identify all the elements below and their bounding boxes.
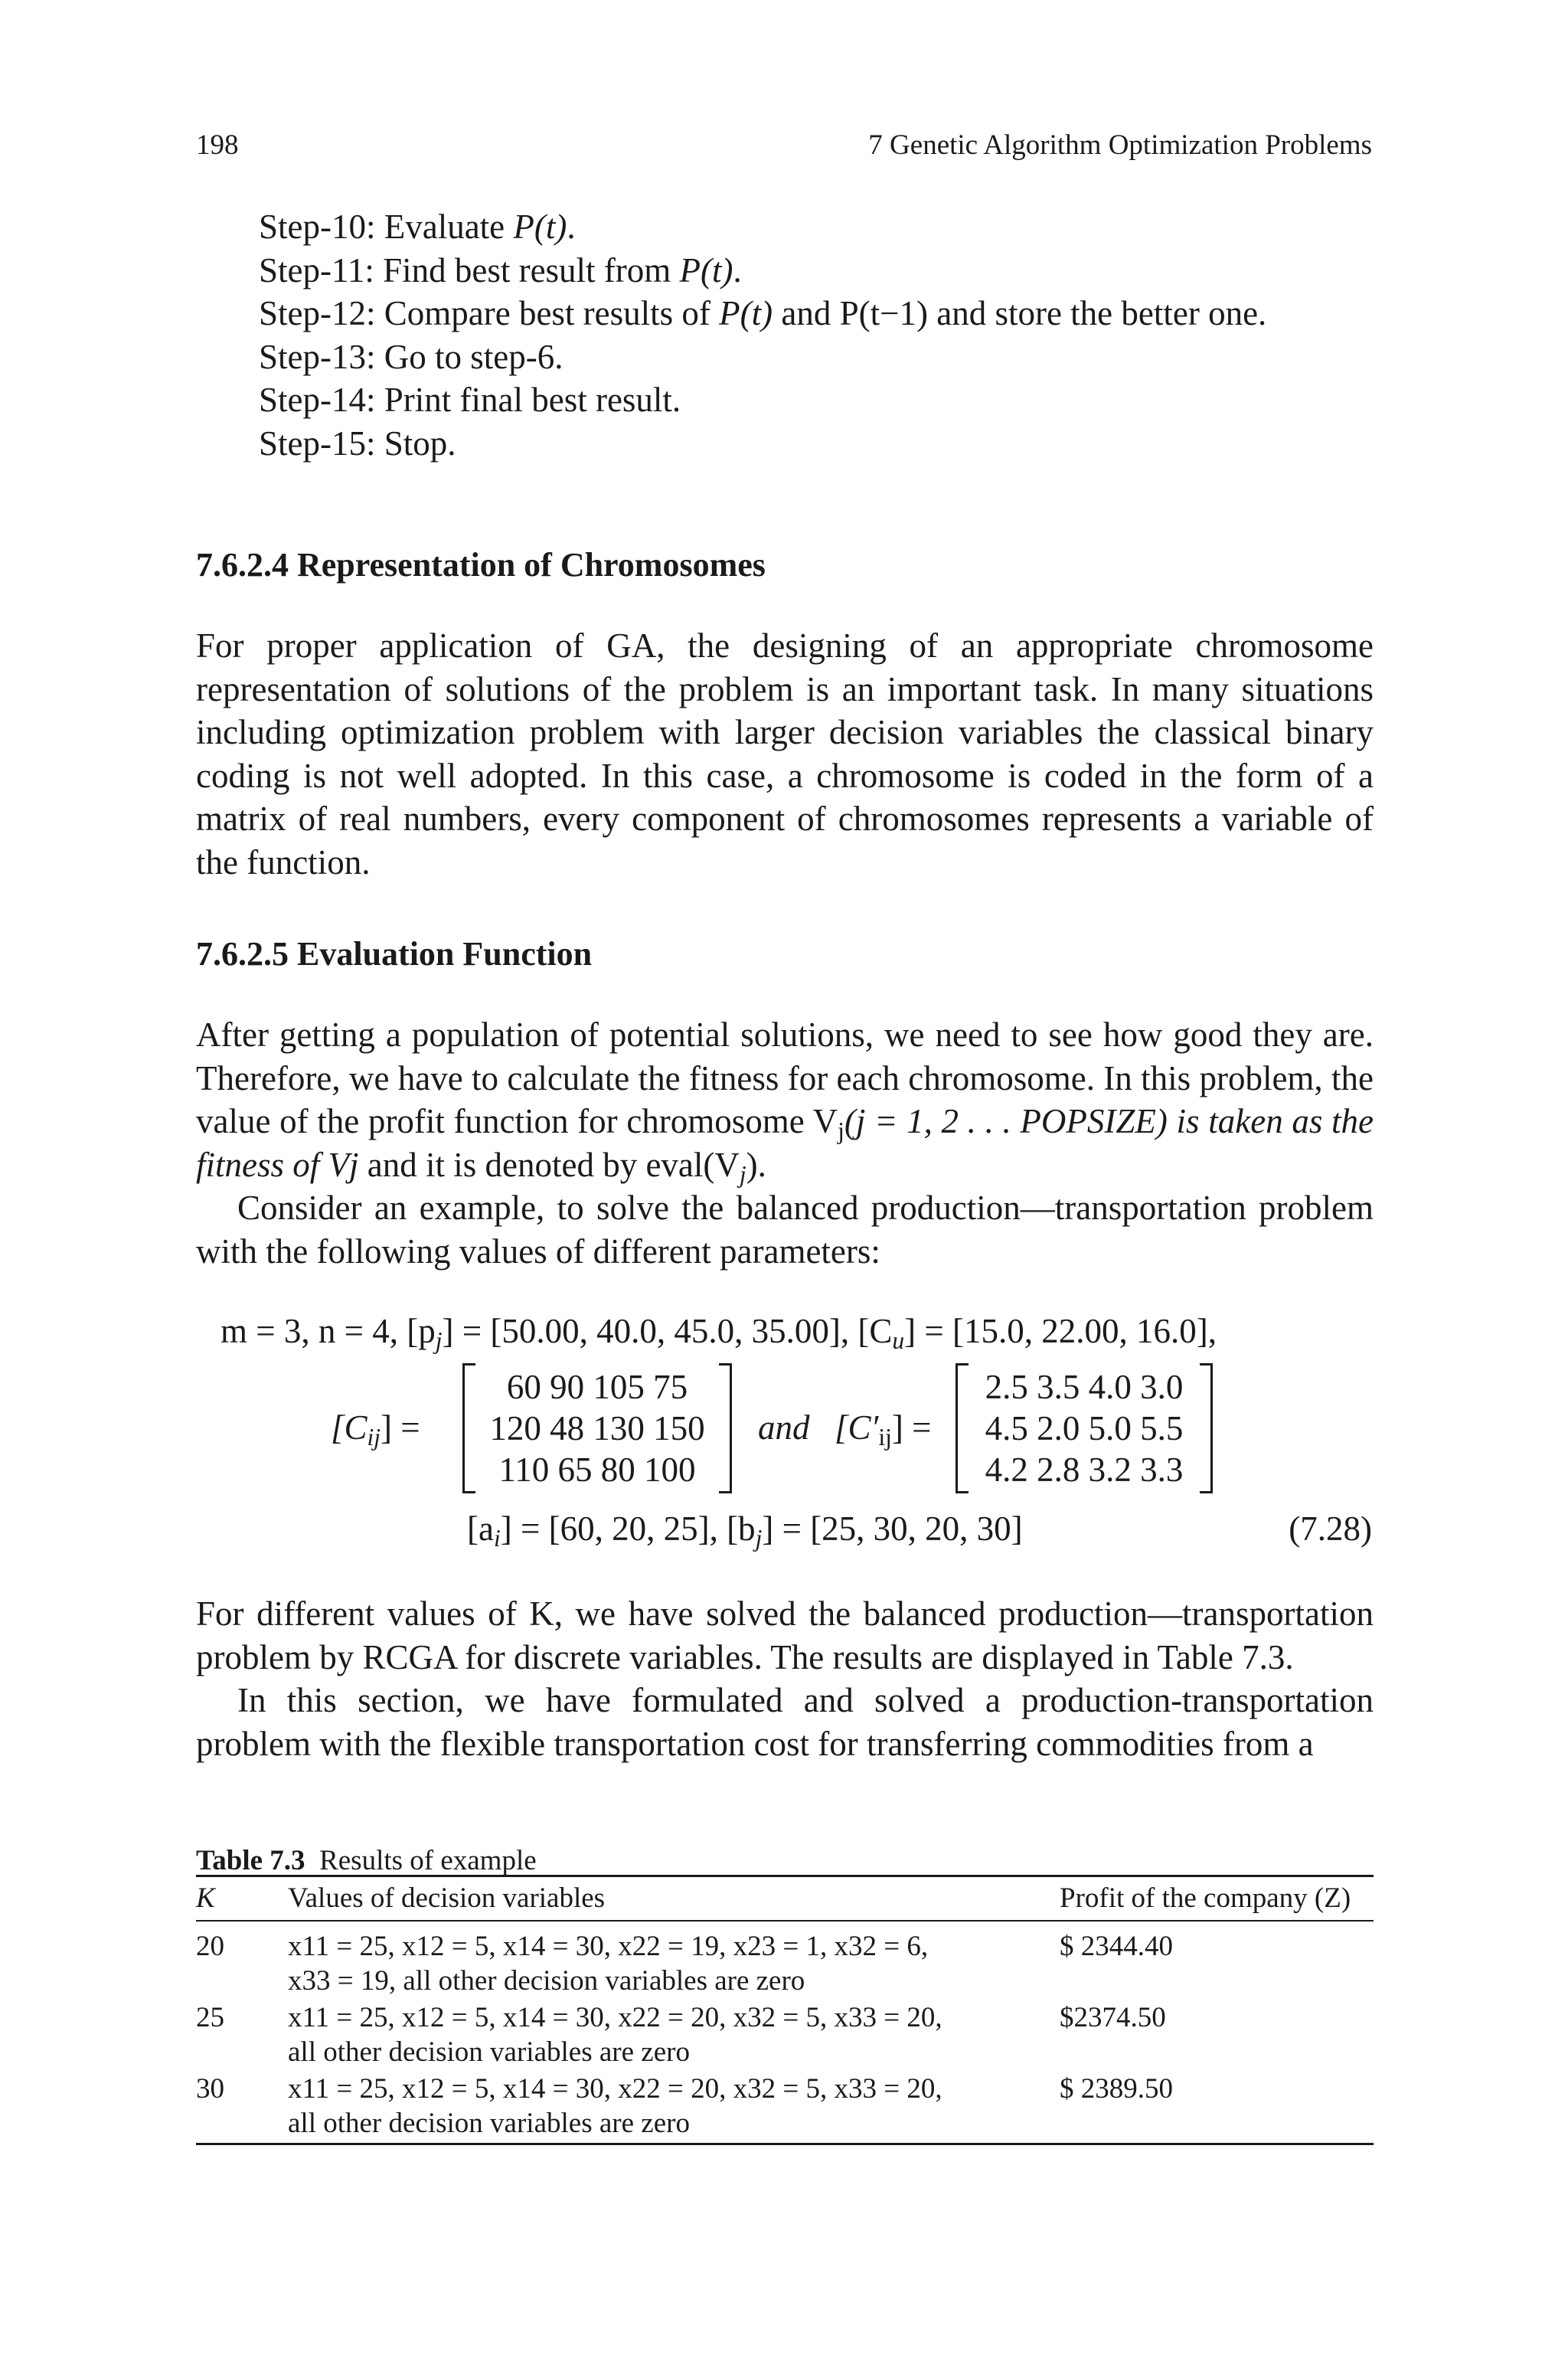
k-cell: 25: [196, 2002, 224, 2033]
column-header: Values of decision variables: [288, 1882, 606, 1914]
equation-line-1: m = 3, n = 4, $[p_j] = [50.00$, 40.0, 45.0, 35.00], $[C_u] = [15.0$, 22.00, 16.0],: [220, 1312, 1217, 1354]
matrix-row: 120 48 130 150: [489, 1409, 705, 1447]
and-text: and: [758, 1408, 810, 1447]
vars-cell: x11 = 25, x12 = 5, x14 = 30, x22 = 19, x23 = 1, x32 = 6, x33 = 19, all other decision variables are zero: [288, 1931, 929, 1997]
step-item: Step-11: Find best result from P(t).: [259, 250, 742, 289]
paragraph-evaluation: After getting a population of potential solutions, we need to see how good they are. Therefore, we have to calculate the fitness for each chromosome. In this problem, the value of the profit function for chromosome $V_j(j = 1$, 2 . . . POPSIZE) is taken as the fitness of Vj and it is denoted by $eval(V_j)$. Consider an example, to solve the balanced production—transportation problem with the following values of different parameters:: [196, 1016, 1374, 1271]
matrix-row: 4.2 2.8 3.2 3.3: [985, 1451, 1184, 1489]
equation-number: (7.28): [1289, 1509, 1372, 1548]
section-heading-evaluation: 7.6.2.5 Evaluation Function: [196, 935, 593, 973]
k-cell: 20: [196, 1931, 224, 1962]
step-item: Step-10: Evaluate P(t).: [259, 208, 576, 246]
vars-cell: x11 = 25, x12 = 5, x14 = 30, x22 = 20, x32 = 5, x33 = 20, all other decision variables are zero: [288, 2002, 942, 2068]
equation-line-3: $[a_i] = [60$, 20, 25], $[b_j] = [25$, 30, 20, 30]: [467, 1509, 1023, 1552]
table-caption: Table 7.3 Results of example: [196, 1845, 537, 1876]
matrix-row: 60 90 105 75: [506, 1368, 688, 1406]
section-heading-representation: 7.6.2.4 Representation of Chromosomes: [196, 546, 766, 584]
algorithm-steps: [259, 205, 1266, 465]
profit-cell: $ 2389.50: [1060, 2073, 1173, 2105]
matrix-row: 110 65 80 100: [498, 1451, 696, 1489]
matrix-row: 4.5 2.0 5.0 5.5: [985, 1409, 1184, 1447]
page-number: 198: [196, 129, 239, 161]
k-cell: 30: [196, 2073, 224, 2105]
step-item: Step-12: Compare best results of P(t) and P(t−1) and store the better one.: [259, 294, 1267, 332]
paragraph-representation: For proper application of GA, the designing of an appropriate chromosome representation of solutions of the problem is an important task. In many situations including optimization problem with larger decision variables the classical binary coding is not well adopted. In this case, a chromosome is coded in the form of a matrix of real numbers, every component of chromosomes represents a variable of the function.: [196, 626, 1374, 881]
table-header-row: [196, 1876, 1374, 1922]
matrix-row: 2.5 3.5 4.0 3.0: [985, 1368, 1184, 1406]
running-head: 7 Genetic Algorithm Optimization Problems: [868, 129, 1372, 161]
table-row: [196, 1921, 1374, 2000]
column-header: K: [196, 1882, 215, 1914]
table-row: [196, 2072, 1374, 2144]
cprime-matrix: [956, 1363, 1213, 1493]
profit-cell: $2374.50: [1060, 2002, 1166, 2033]
vars-cell: x11 = 25, x12 = 5, x14 = 30, x22 = 20, x32 = 5, x33 = 20, all other decision variables are zero: [288, 2073, 942, 2139]
step-item: Step-13: Go to step-6.: [259, 337, 564, 376]
step-item: Step-14: Print final best result.: [259, 381, 681, 419]
paragraph-results: For different values of K, we have solved the balanced production—transportation problem by RCGA for discrete variables. The results are displayed in Table 7.3. In this section, we have formulated and solved a production-transportation problem with the flexible transportation cost for transferring commodities from a: [196, 1594, 1374, 1763]
step-item: Step-15: Stop.: [259, 424, 456, 463]
table-row: [196, 2000, 1374, 2072]
profit-cell: $ 2344.40: [1060, 1931, 1173, 1962]
column-header: Profit of the company (Z): [1060, 1882, 1351, 1914]
cprime-label: $[C'_{ij}]$ =: [835, 1408, 932, 1451]
results-table: [196, 1875, 1374, 2145]
cij-label: $[C_{ij}]$ =: [331, 1408, 420, 1451]
cij-matrix: [462, 1363, 732, 1493]
